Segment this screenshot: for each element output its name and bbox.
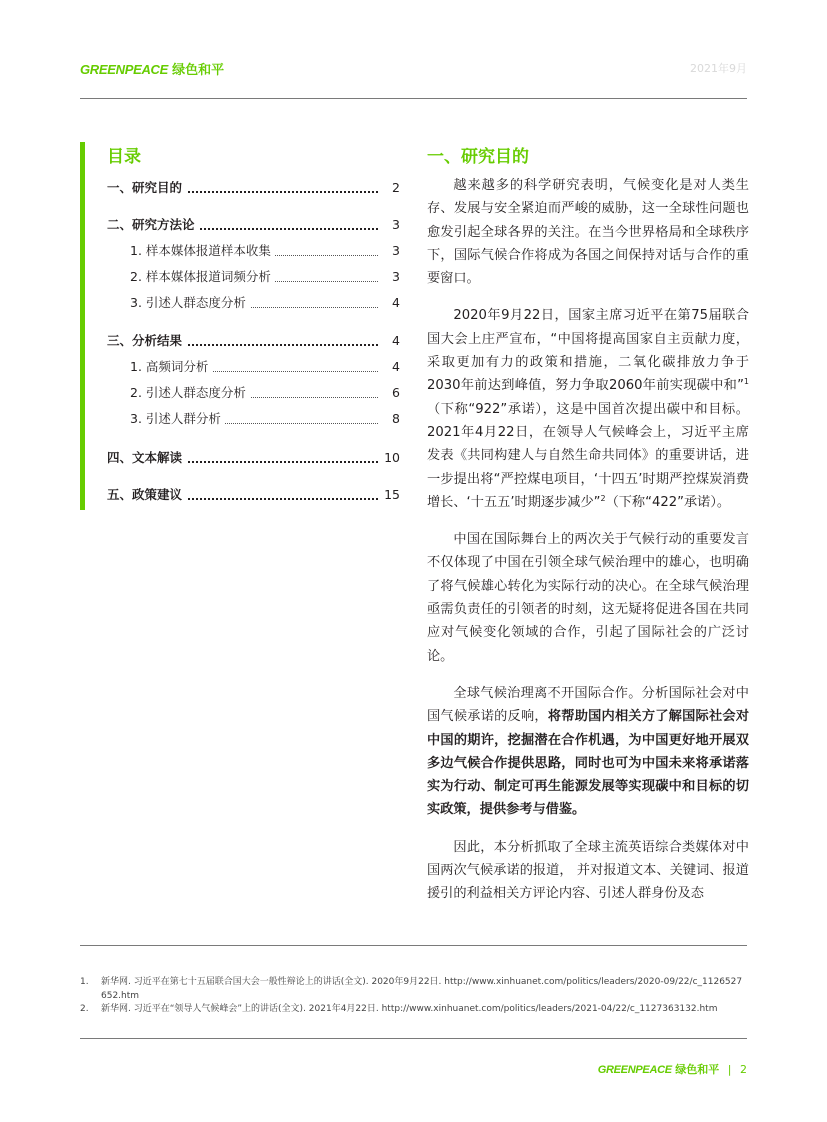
header-divider	[80, 98, 747, 99]
toc-item-page: 4	[388, 357, 400, 377]
paragraph-1: 越来越多的科学研究表明，气候变化是对人类生存、发展与安全紧迫而严峻的威胁，这一全球性问题也愈发引起全球各界的关注。在当今世界格局和全球秩序下，国际气候合作将成为各国之间保持对话与合作的重要窗口。	[427, 178, 749, 287]
greenpeace-logo-word: GREENPEACE	[80, 62, 169, 77]
toc-item-word-frequency[interactable]	[130, 267, 400, 287]
paragraph-5: 因此，本分析抓取了全球主流英语综合类媒体对中国两次气候承诺的报道， 并对报道文本、关键词、报道援引的利益相关方评论内容、引述人群身份及态	[427, 839, 749, 902]
toc-item-attitude-results[interactable]	[130, 383, 400, 403]
toc-item-page: 6	[388, 383, 400, 403]
footer	[598, 1061, 747, 1077]
toc-item-label: 五、政策建议	[107, 485, 186, 505]
toc-item-page: 8	[388, 409, 400, 429]
toc-item-page: 4	[388, 331, 400, 351]
section-body	[427, 174, 749, 920]
footer-logo-chinese: 绿色和平	[675, 1063, 720, 1076]
toc-item-quoted-groups[interactable]	[130, 409, 400, 429]
toc-item-page: 3	[388, 267, 400, 287]
toc-item-label: 1. 高频词分析	[130, 357, 212, 377]
footnote-number: 2.	[80, 1004, 89, 1014]
toc-item-label: 三、分析结果	[107, 331, 186, 351]
toc-item-page: 2	[388, 178, 400, 198]
footnote-divider	[80, 945, 747, 946]
paragraph-3: 中国在国际舞台上的两次关于气候行动的重要发言不仅体现了中国在引领全球气候治理中的雄心，也明确了将气候雄心转化为实际行动的决心。在全球气候治理亟需负责任的引领者的时刻，这无疑将促进各国在共同应对气候变化领域的合作，引起了国际社会的广泛讨论。	[427, 532, 749, 664]
footnote-ref-1[interactable]: 1	[743, 377, 749, 387]
toc-item-high-frequency-words[interactable]	[130, 357, 400, 377]
toc-title: 目录	[107, 147, 141, 167]
toc-item-label: 2. 样本媒体报道词频分析	[130, 267, 275, 287]
toc-item-text-interpretation[interactable]	[107, 448, 400, 468]
toc-item-policy-recommendations[interactable]	[107, 485, 400, 505]
toc-item-research-purpose[interactable]	[107, 178, 400, 198]
greenpeace-logo-chinese: 绿色和平	[172, 63, 225, 78]
page-number: 2	[740, 1063, 747, 1076]
paragraph-4-text: 全球气候治理离不开国际合作。分析国际社会对中国气候承诺的反响，	[427, 685, 749, 725]
toc-item-results[interactable]	[107, 331, 400, 351]
toc-item-label: 3. 引述人群分析	[130, 409, 225, 429]
paragraph-4-bold-text: 将帮助国内相关方了解国际社会对中国的期许，挖掘潜在合作机遇，为中国更好地开展双多边气候合作提供思路，同时也可为中国未来将承诺落实为行动、制定可再生能源发展等实现碳中和目标的切实政策，提供参考与借鉴。	[427, 709, 750, 818]
paragraph-2	[427, 304, 749, 514]
toc-item-label: 四、文本解读	[107, 448, 186, 468]
footer-divider	[80, 1038, 747, 1039]
paragraph-2-text-b: （下称“922”承诺），这是中国首次提出碳中和目标。2021年4月22日，在领导人气候峰会上，习近平主席发表《共同构建人与自然生命共同体》的重要讲话，进一步提出将“严控煤电项目，‘十四五’时期严控煤炭消费增长、‘十五五’时期逐步减少”	[427, 401, 749, 510]
toc-item-sample-collection[interactable]	[130, 241, 400, 261]
toc-item-attitude-method[interactable]	[130, 293, 400, 313]
paragraph-2-text-c: （下称“422”承诺）。	[605, 494, 731, 510]
toc-item-label: 3. 引述人群态度分析	[130, 293, 250, 313]
toc-accent-bar	[80, 142, 85, 510]
table-of-contents	[80, 142, 405, 510]
footnote-number: 1.	[80, 977, 89, 987]
footnote-text: 新华网. 习近平在“领导人气候峰会”上的讲话(全文). 2021年4月22日. http://www.xinhuanet.com/politics/leaders/2021-04/22/c_1127363132.htm	[101, 1004, 718, 1014]
toc-item-page: 3	[388, 215, 400, 235]
toc-item-methodology[interactable]	[107, 215, 400, 235]
toc-item-label: 一、研究目的	[107, 178, 186, 198]
toc-item-page: 4	[388, 293, 400, 313]
footer-separator: |	[727, 1063, 732, 1076]
toc-item-page: 10	[380, 448, 400, 468]
header-logo	[80, 59, 224, 78]
toc-item-label: 1. 样本媒体报道样本收集	[130, 241, 275, 261]
footnote-ref-2[interactable]: 2	[600, 493, 606, 503]
toc-item-page: 3	[388, 241, 400, 261]
toc-item-label: 二、研究方法论	[107, 215, 199, 235]
paragraph-4	[427, 682, 749, 822]
toc-item-label: 2. 引述人群态度分析	[130, 383, 250, 403]
header-date: 2021年9月	[690, 62, 747, 75]
section-title: 一、研究目的	[427, 147, 529, 167]
footnote-text: 新华网. 习近平在第七十五届联合国大会一般性辩论上的讲话(全文). 2020年9月22日. http://www.xinhuanet.com/politics/leaders/2020-09/22/c_1126527652.htm	[101, 977, 743, 1001]
footer-logo-word: GREENPEACE	[597, 1064, 672, 1076]
paragraph-2-text-a: 2020年9月22日，国家主席习近平在第75届联合国大会上庄严宣布，“中国将提高国家自主贡献力度，采取更加有力的政策和措施，二氧化碳排放力争于2030年前达到峰值，努力争取2060年前实现碳中和”	[427, 308, 749, 394]
toc-item-page: 15	[380, 485, 400, 505]
